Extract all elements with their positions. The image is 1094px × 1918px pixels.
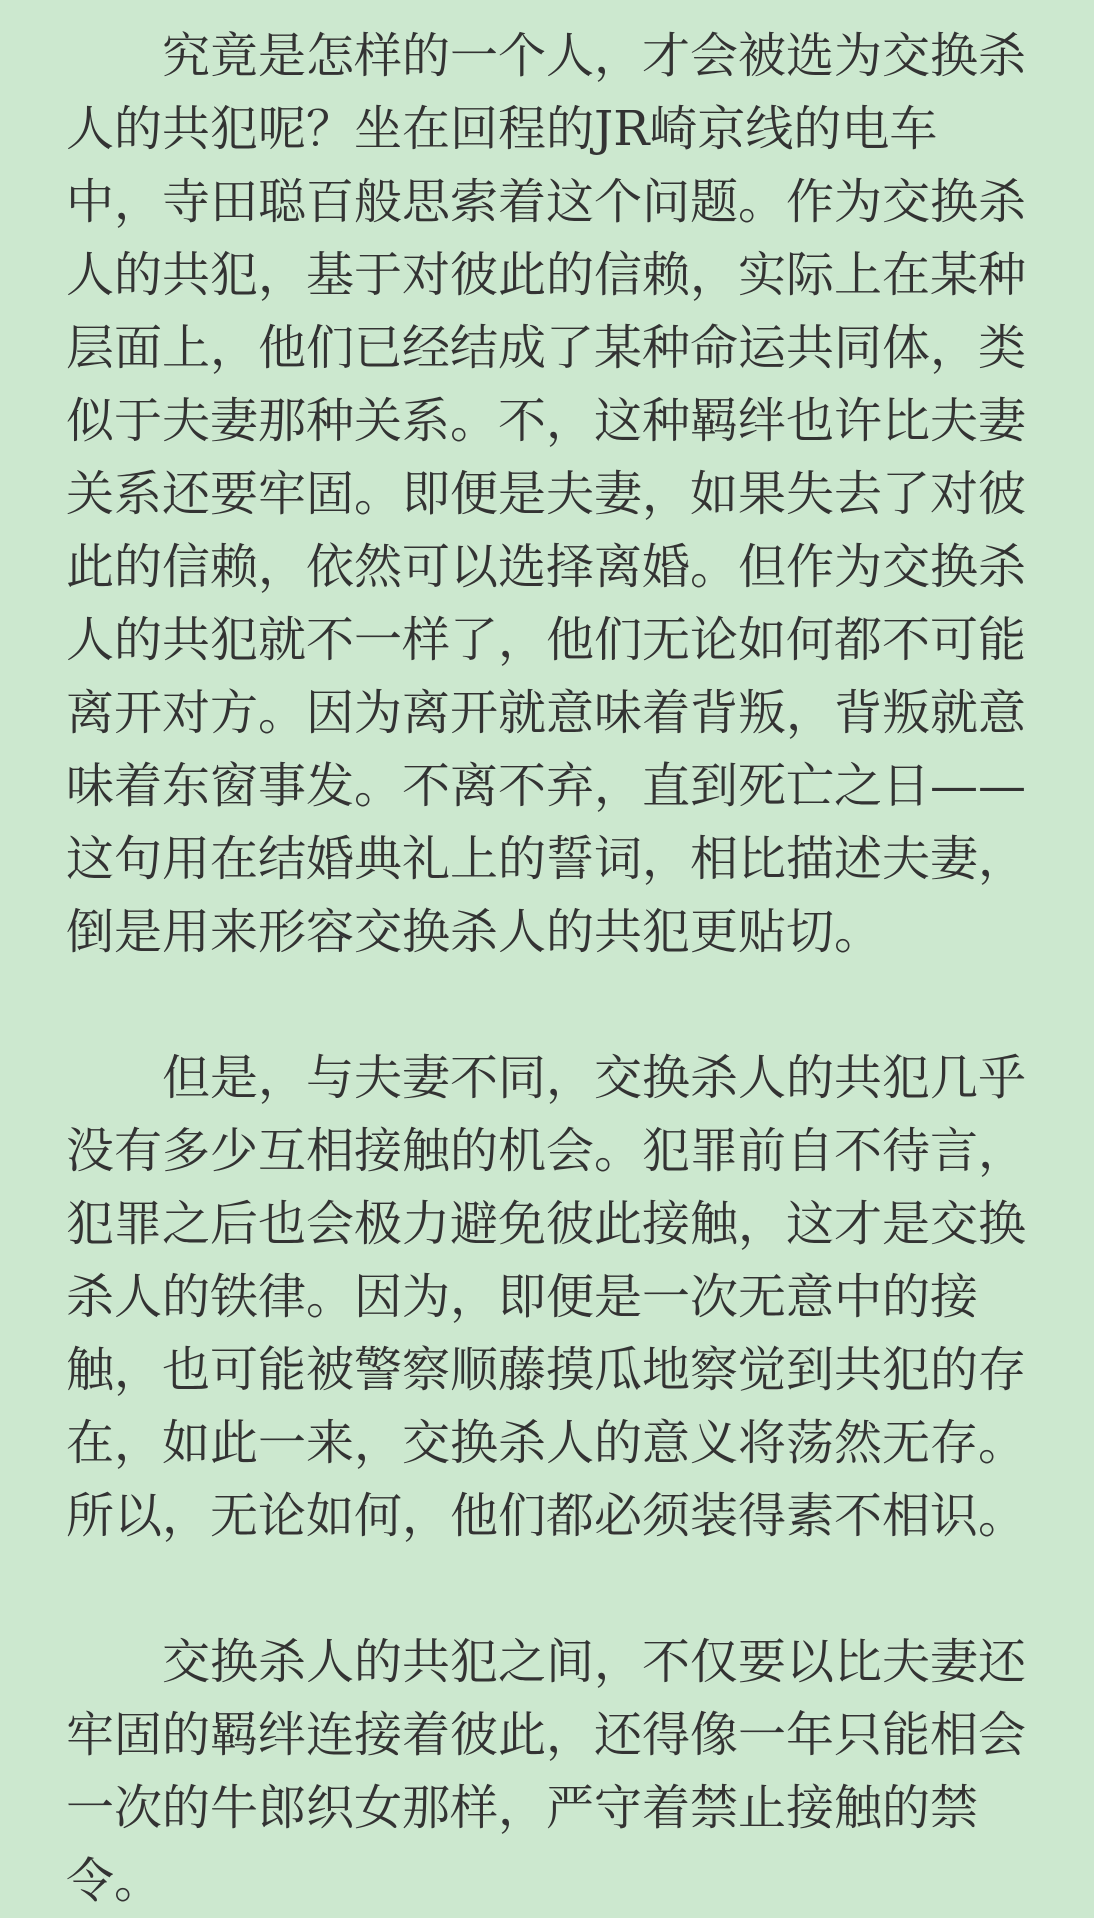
paragraph-3: 交换杀人的共犯之间，不仅要以比夫妻还牢固的羁绊连接着彼此，还得像一年只能相会一次的牛郎织女那样，严守着禁止接触的禁令。 xyxy=(66,1634,1027,1909)
paragraph-1: 究竟是怎样的一个人，才会被选为交换杀人的共犯呢？坐在回程的JR崎京线的电车中，寺田聪百般思索着这个问题。作为交换杀人的共犯，基于对彼此的信赖，实际上在某种层面上，他们已经结成了某种命运共同体，类似于夫妻那种关系。不，这种羁绊也许比夫妻关系还要牢固。即便是夫妻，如果失去了对彼此的信赖，依然可以选择离婚。但作为交换杀人的共犯就不一样了，他们无论如何都不可能离开对方。因为离开就意味着背叛，背叛就意味着东窗事发。不离不弃，直到死亡之日——这句用在结婚典礼上的誓词，相比描述夫妻，倒是用来形容交换杀人的共犯更贴切。 xyxy=(66,28,1027,960)
paragraph-2: 但是，与夫妻不同，交换杀人的共犯几乎没有多少互相接触的机会。犯罪前自不待言，犯罪之后也会极力避免彼此接触，这才是交换杀人的铁律。因为，即便是一次无意中的接触，也可能被警察顺藤摸瓜地察觉到共犯的存在，如此一来，交换杀人的意义将荡然无存。所以，无论如何，他们都必须装得素不相识。 xyxy=(66,1050,1027,1544)
